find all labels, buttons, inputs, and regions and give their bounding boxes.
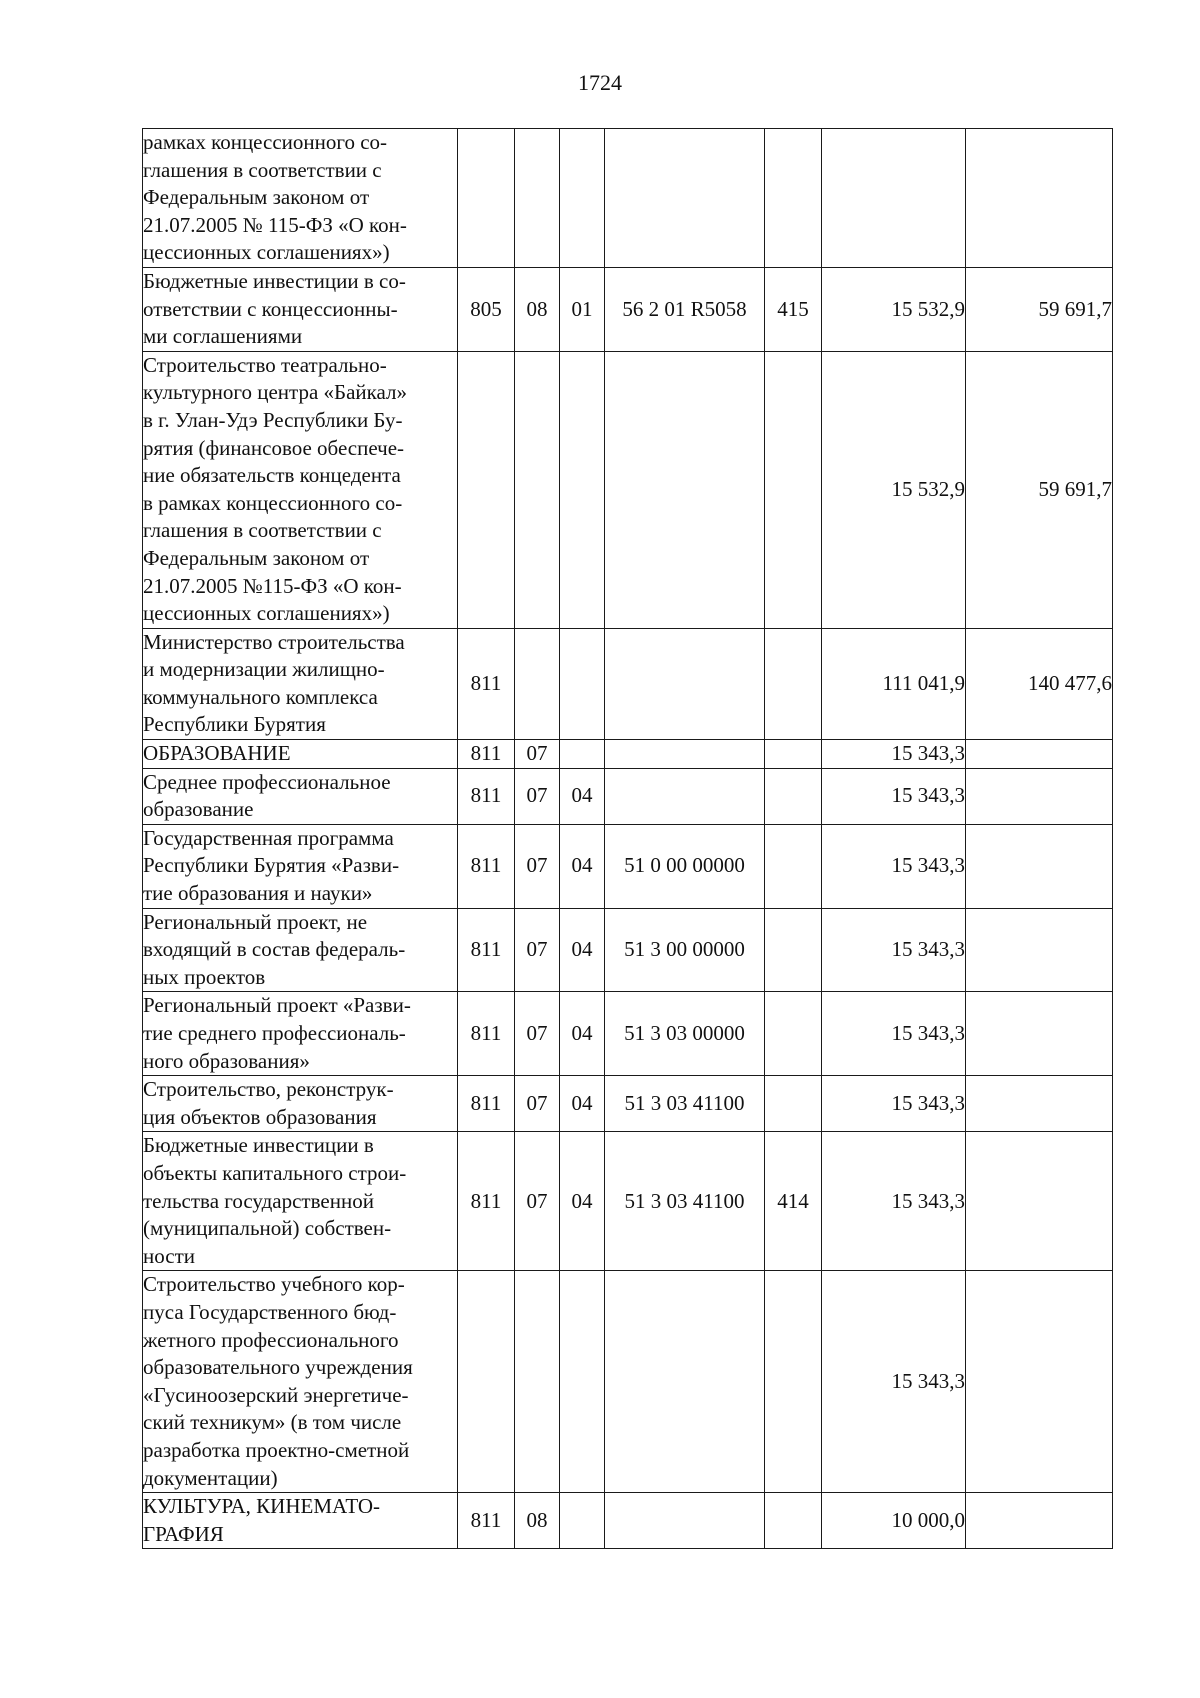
cell-amount-1: 111 041,9 — [822, 628, 966, 739]
cell-amount-1: 15 532,9 — [822, 267, 966, 351]
cell-subsection: 04 — [560, 768, 605, 824]
cell-name-line: Строительство учебного кор- — [143, 1272, 405, 1297]
cell-name-line: Бюджетные инвестиции в со- — [143, 268, 406, 293]
cell-subsection: 04 — [560, 908, 605, 992]
cell-grbs: 811 — [458, 1132, 515, 1271]
cell-name — [143, 129, 458, 268]
cell-section — [515, 628, 560, 739]
cell-name — [143, 628, 458, 739]
cell-amount-1: 15 343,3 — [822, 992, 966, 1076]
cell-name-line: ответствии с концессионны- — [143, 296, 398, 321]
cell-subsection: 04 — [560, 992, 605, 1076]
cell-target-article — [605, 351, 765, 628]
cell-name-line: рятия (финансовое обеспече- — [143, 435, 405, 460]
cell-target-article — [605, 129, 765, 268]
cell-expense-type — [765, 768, 822, 824]
cell-name-line: и модернизации жилищно- — [143, 657, 385, 682]
cell-name-line: Государственная программа — [143, 825, 394, 850]
cell-subsection — [560, 628, 605, 739]
cell-name-line: ности — [143, 1243, 195, 1268]
cell-name-line: пуса Государственного бюд- — [143, 1299, 397, 1324]
budget-table — [142, 128, 1113, 1549]
cell-amount-2: 59 691,7 — [966, 351, 1113, 628]
cell-expense-type — [765, 628, 822, 739]
cell-name-line: ский техникум» (в том числе — [143, 1410, 402, 1435]
cell-section — [515, 129, 560, 268]
cell-expense-type — [765, 824, 822, 908]
cell-amount-2 — [966, 908, 1113, 992]
cell-amount-2 — [966, 768, 1113, 824]
cell-name-line: ми соглашениями — [143, 324, 303, 349]
cell-name — [143, 351, 458, 628]
cell-expense-type — [765, 740, 822, 769]
cell-name-line: ных проектов — [143, 964, 266, 989]
cell-amount-1 — [822, 129, 966, 268]
cell-name-line: в г. Улан-Удэ Республики Бу- — [143, 407, 403, 432]
cell-name — [143, 824, 458, 908]
table-row — [143, 267, 1113, 351]
cell-name-line: Федеральным законом от — [143, 545, 370, 570]
cell-grbs: 811 — [458, 628, 515, 739]
cell-name — [143, 908, 458, 992]
table-row — [143, 1132, 1113, 1271]
cell-name-line: тие образования и науки» — [143, 881, 373, 906]
cell-section — [515, 351, 560, 628]
cell-section: 07 — [515, 1076, 560, 1132]
cell-amount-2 — [966, 824, 1113, 908]
table-row — [143, 628, 1113, 739]
cell-subsection: 04 — [560, 1076, 605, 1132]
cell-amount-2 — [966, 1132, 1113, 1271]
cell-subsection: 04 — [560, 1132, 605, 1271]
table-row — [143, 908, 1113, 992]
cell-expense-type — [765, 1493, 822, 1549]
table-row — [143, 1493, 1113, 1549]
cell-expense-type — [765, 992, 822, 1076]
cell-name — [143, 1132, 458, 1271]
cell-target-article — [605, 740, 765, 769]
cell-name — [143, 740, 458, 769]
cell-name-line: ОБРАЗОВАНИЕ — [143, 741, 291, 766]
cell-name-line: культурного центра «Байкал» — [143, 380, 408, 405]
cell-grbs: 811 — [458, 824, 515, 908]
cell-name-line: «Гусиноозерский энергетиче- — [143, 1382, 409, 1407]
cell-expense-type — [765, 908, 822, 992]
cell-amount-2 — [966, 992, 1113, 1076]
cell-target-article — [605, 1493, 765, 1549]
cell-name-line: Федеральным законом от — [143, 185, 370, 210]
cell-target-article: 56 2 01 R5058 — [605, 267, 765, 351]
cell-amount-1: 15 343,3 — [822, 740, 966, 769]
cell-name-line: документации) — [143, 1465, 278, 1490]
table-row — [143, 351, 1113, 628]
cell-name-line: 21.07.2005 № 115-ФЗ «О кон- — [143, 212, 407, 237]
cell-grbs — [458, 1271, 515, 1493]
cell-subsection — [560, 1271, 605, 1493]
cell-name-line: в рамках концессионного со- — [143, 490, 403, 515]
cell-amount-1: 15 343,3 — [822, 768, 966, 824]
cell-name-line: жетного профессионального — [143, 1327, 399, 1352]
cell-section: 07 — [515, 768, 560, 824]
cell-name-line: объекты капитального строи- — [143, 1160, 407, 1185]
cell-name-line: Среднее профессиональное — [143, 769, 391, 794]
cell-grbs — [458, 129, 515, 268]
table-row — [143, 768, 1113, 824]
cell-name-line: рамках концессионного со- — [143, 130, 388, 154]
cell-name-line: Строительство театрально- — [143, 352, 387, 377]
cell-name-line: Региональный проект, не — [143, 909, 368, 934]
cell-name-line: тельства государственной — [143, 1188, 374, 1213]
cell-section: 08 — [515, 267, 560, 351]
cell-section: 07 — [515, 992, 560, 1076]
cell-name-line: образование — [143, 797, 254, 822]
cell-name-line: ного образования» — [143, 1048, 310, 1073]
cell-expense-type: 415 — [765, 267, 822, 351]
cell-section: 07 — [515, 740, 560, 769]
table-row — [143, 129, 1113, 268]
cell-name — [143, 768, 458, 824]
cell-amount-1: 15 343,3 — [822, 824, 966, 908]
cell-section: 07 — [515, 824, 560, 908]
cell-name-line: 21.07.2005 №115-ФЗ «О кон- — [143, 573, 402, 598]
cell-name-line: образовательного учреждения — [143, 1355, 413, 1380]
cell-section: 07 — [515, 1132, 560, 1271]
table-row — [143, 824, 1113, 908]
cell-subsection — [560, 351, 605, 628]
cell-expense-type — [765, 129, 822, 268]
cell-amount-1: 15 343,3 — [822, 1271, 966, 1493]
cell-target-article: 51 0 00 00000 — [605, 824, 765, 908]
cell-grbs: 811 — [458, 740, 515, 769]
cell-amount-1: 15 343,3 — [822, 1076, 966, 1132]
cell-grbs: 805 — [458, 267, 515, 351]
cell-name — [143, 1493, 458, 1549]
cell-amount-2: 59 691,7 — [966, 267, 1113, 351]
cell-name-line: Республики Бурятия — [143, 712, 326, 737]
cell-name — [143, 1271, 458, 1493]
cell-subsection — [560, 740, 605, 769]
cell-section: 08 — [515, 1493, 560, 1549]
cell-grbs: 811 — [458, 1076, 515, 1132]
cell-subsection — [560, 129, 605, 268]
cell-name-line: КУЛЬТУРА, КИНЕМАТО- — [143, 1494, 381, 1519]
cell-amount-1: 10 000,0 — [822, 1493, 966, 1549]
cell-name-line: коммунального комплекса — [143, 684, 378, 709]
cell-amount-1: 15 343,3 — [822, 1132, 966, 1271]
cell-grbs: 811 — [458, 1493, 515, 1549]
cell-target-article: 51 3 03 00000 — [605, 992, 765, 1076]
cell-name-line: ние обязательств концедента — [143, 463, 401, 488]
cell-grbs: 811 — [458, 992, 515, 1076]
cell-name — [143, 992, 458, 1076]
table-row — [143, 740, 1113, 769]
cell-target-article: 51 3 03 41100 — [605, 1132, 765, 1271]
cell-name-line: (муниципальной) собствен- — [143, 1216, 392, 1241]
cell-name-line: ГРАФИЯ — [143, 1521, 224, 1546]
cell-subsection — [560, 1493, 605, 1549]
cell-name-line: глашения в соответствии с — [143, 157, 382, 182]
cell-subsection: 04 — [560, 824, 605, 908]
cell-section: 07 — [515, 908, 560, 992]
cell-name — [143, 267, 458, 351]
cell-name-line: разработка проектно-сметной — [143, 1437, 410, 1462]
page-number: 1724 — [578, 70, 622, 95]
cell-name-line: Бюджетные инвестиции в — [143, 1133, 374, 1158]
cell-grbs: 811 — [458, 768, 515, 824]
cell-name-line: цессионных соглашениях») — [143, 240, 390, 265]
cell-name-line: Республики Бурятия «Разви- — [143, 853, 400, 878]
table-row — [143, 1271, 1113, 1493]
cell-expense-type: 414 — [765, 1132, 822, 1271]
cell-amount-2 — [966, 1493, 1113, 1549]
cell-target-article — [605, 768, 765, 824]
cell-grbs: 811 — [458, 908, 515, 992]
cell-name — [143, 1076, 458, 1132]
cell-expense-type — [765, 1076, 822, 1132]
cell-subsection: 01 — [560, 267, 605, 351]
cell-target-article — [605, 1271, 765, 1493]
cell-target-article: 51 3 03 41100 — [605, 1076, 765, 1132]
cell-name-line: глашения в соответствии с — [143, 518, 382, 543]
cell-section — [515, 1271, 560, 1493]
cell-name-line: тие среднего профессиональ- — [143, 1021, 406, 1045]
cell-amount-2 — [966, 1271, 1113, 1493]
table-row — [143, 992, 1113, 1076]
cell-name-line: цессионных соглашениях») — [143, 601, 390, 626]
table-row — [143, 1076, 1113, 1132]
cell-name-line: ция объектов образования — [143, 1104, 377, 1129]
cell-expense-type — [765, 351, 822, 628]
cell-name-line: Региональный проект «Разви- — [143, 993, 411, 1018]
cell-name-line: входящий в состав федераль- — [143, 937, 406, 962]
cell-target-article: 51 3 00 00000 — [605, 908, 765, 992]
cell-expense-type — [765, 1271, 822, 1493]
cell-amount-1: 15 343,3 — [822, 908, 966, 992]
cell-name-line: Строительство, реконструк- — [143, 1077, 394, 1102]
cell-grbs — [458, 351, 515, 628]
cell-amount-2: 140 477,6 — [966, 628, 1113, 739]
cell-amount-2 — [966, 1076, 1113, 1132]
cell-target-article — [605, 628, 765, 739]
cell-name-line: Министерство строительства — [143, 629, 405, 654]
table-body — [143, 129, 1113, 1549]
cell-amount-2 — [966, 129, 1113, 268]
cell-amount-2 — [966, 740, 1113, 769]
cell-amount-1: 15 532,9 — [822, 351, 966, 628]
